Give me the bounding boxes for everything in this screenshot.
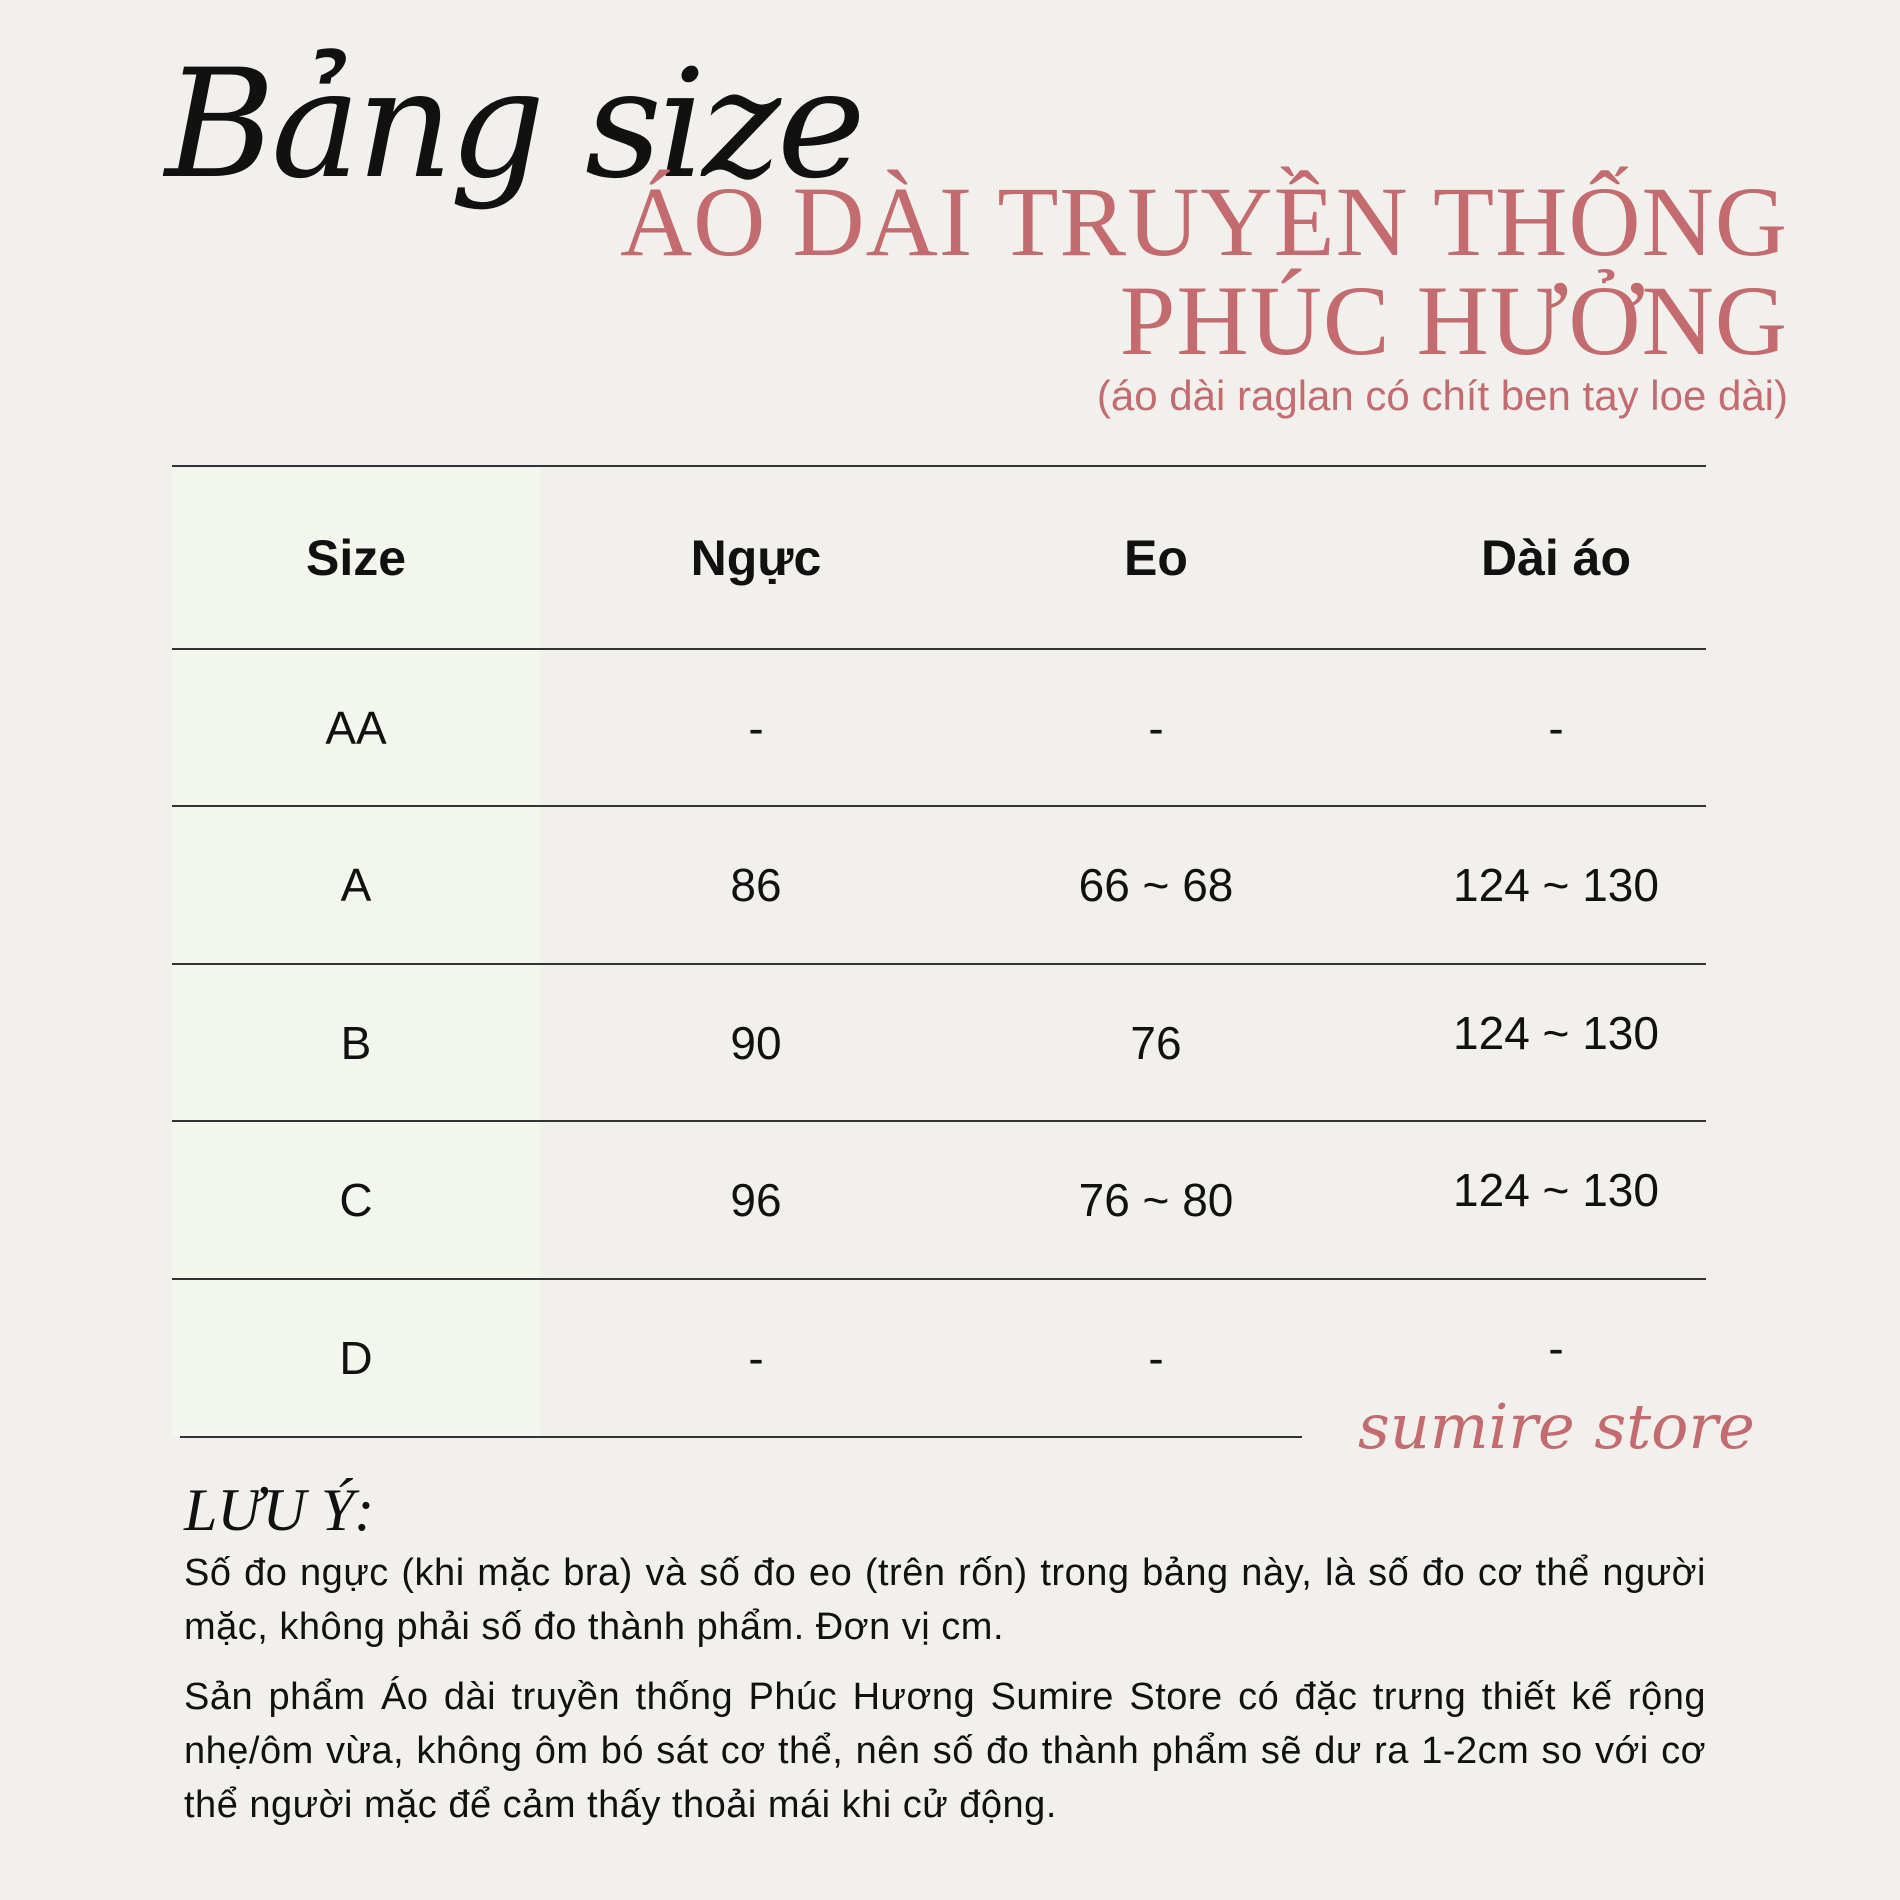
note-title: LƯU Ý: — [184, 1477, 375, 1543]
brand-signature: sumire store — [1358, 1390, 1755, 1463]
column-header-length: Dài áo — [1480, 530, 1632, 586]
waist-cell: 76 ~ 80 — [1078, 1174, 1234, 1226]
waist-cell: 76 — [1130, 1016, 1182, 1069]
main-title-line-2: PHÚC HƯỞNG — [1119, 265, 1788, 376]
script-title: Bảng size — [165, 38, 862, 212]
column-header-chest: Ngực — [690, 530, 822, 586]
length-cell: 124 ~ 130 — [1453, 859, 1659, 911]
size-cell: B — [340, 1016, 372, 1069]
waist-cell: 66 ~ 68 — [1078, 859, 1234, 911]
size-cell: AA — [325, 701, 387, 754]
chest-cell: - — [748, 1331, 764, 1384]
waist-cell: - — [1148, 701, 1164, 754]
column-header-size: Size — [305, 530, 407, 586]
main-title — [619, 166, 1788, 376]
size-cell: C — [339, 1174, 373, 1226]
note-paragraph: Số đo ngực (khi mặc bra) và số đo eo (trên rốn) trong bảng này, là số đo cơ thể người mặc, không phải số đo thành phẩm. Đơn vị cm. — [184, 1552, 1706, 1648]
length-cell: - — [1548, 701, 1564, 754]
length-cell: 124 ~ 130 — [1453, 1006, 1659, 1059]
length-cell: - — [1548, 1321, 1564, 1374]
table-top-rule — [172, 465, 1706, 467]
size-cell: D — [339, 1331, 373, 1384]
column-header-waist: Eo — [1124, 530, 1188, 586]
chest-cell: 90 — [730, 1016, 782, 1069]
table-bottom-rule — [180, 1436, 1302, 1438]
waist-cell: - — [1148, 1331, 1164, 1384]
size-cell: A — [340, 859, 372, 911]
main-title-line-1: ÁO DÀI TRUYỀN THỐNG — [619, 166, 1788, 277]
chest-cell: 86 — [730, 859, 782, 911]
chest-cell: - — [748, 701, 764, 754]
length-cell: 124 ~ 130 — [1453, 1164, 1659, 1216]
note-paragraph: Sản phẩm Áo dài truyền thống Phúc Hương Sumire Store có đặc trưng thiết kế rộng nhẹ/ôm vừa, không ôm bó sát cơ thể, nên số đo thành phẩm sẽ dư ra 1-2cm so với cơ thể người mặc để cảm thấy thoải mái khi cử động. — [184, 1676, 1706, 1826]
chest-cell: 96 — [730, 1174, 782, 1226]
subtitle: (áo dài raglan có chít ben tay loe dài) — [1096, 372, 1788, 419]
